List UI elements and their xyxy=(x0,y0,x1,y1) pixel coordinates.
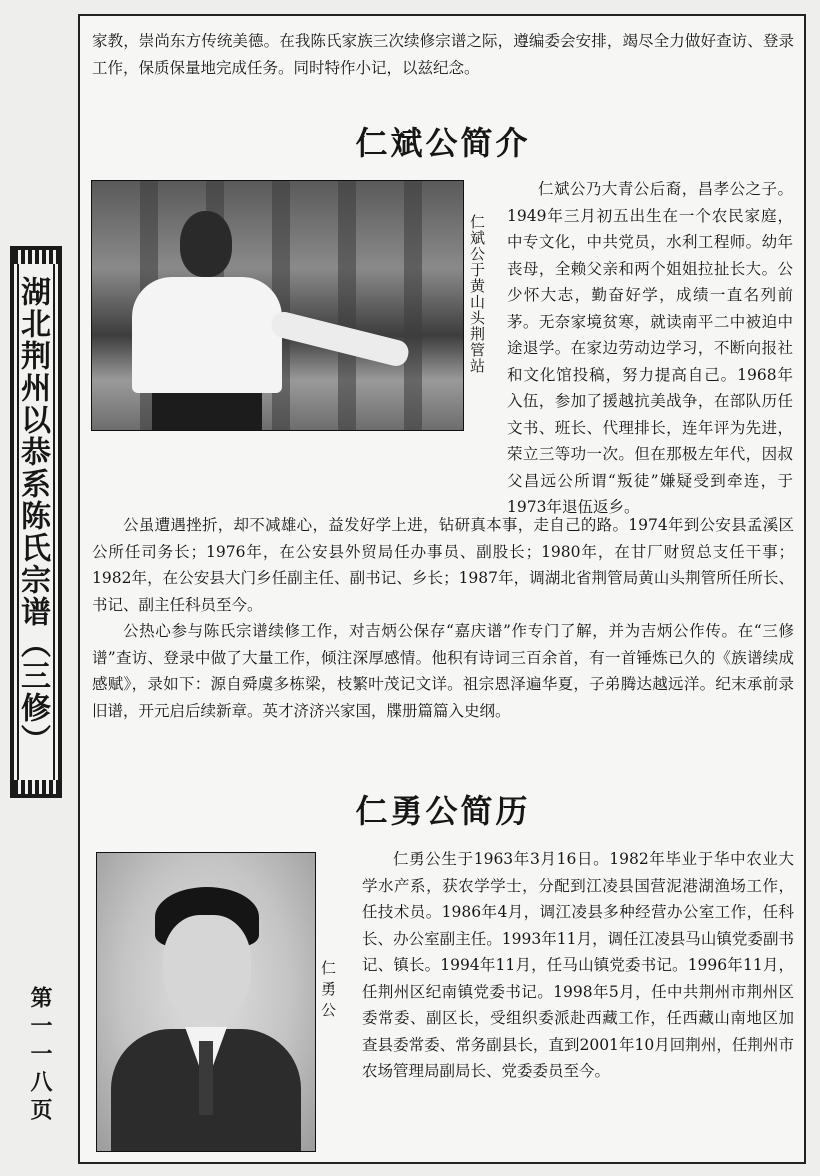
section2-paragraph1: 仁勇公生于1963年3月16日。1982年毕业于华中农业大学水产系，获农学学士，分配到江凌县国营泥港湖渔场工作，任技术员。1986年4月，调江凌县多种经营办公室工作，任科长、办公室副主任。1993年11月，调任江凌县马山镇党委副书记、镇长。1994年11月，任马山镇党委书记。1996年11月，任荆州区纪南镇党委书记。1998年5月，任中共荆州市荆州区委常委、副区长，受组织委派赴西藏工作，任西藏山南地区加查县委常委、常务副县长，直到2001年10月回荆州，任荆州市农场管理局副局长、党委委员至今。 xyxy=(362,850,794,1080)
photo-figure-arm xyxy=(269,309,411,368)
section1-paragraph3: 公热心参与陈氏宗谱续修工作，对吉炳公保存“嘉庆谱”作专门了解，并为吉炳公作传。在“三修谱”查访、登录中做了大量工作，倾注深厚感情。他积有诗词三百余首，有一首锤炼已久的《族谱续成感赋》，录如下：源自舜虞多栋梁，枝繁叶茂记文详。祖宗恩泽遍华夏，子弟腾达越远洋。纪末承前录旧谱，开元启后续新章。英才济济兴家国，牒册篇篇入史纲。 xyxy=(92,622,794,720)
section2-heading: 仁勇公简历 xyxy=(355,792,531,830)
section1-paragraph2: 公虽遭遇挫折，却不减雄心，益发好学上进，钻研真本事，走自己的路。1974年到公安县孟溪区公所任司务长；1976年，在公安县外贸局任办事员、副股长；1980年，在甘厂财贸总支任干事；1982年，在公安县大门乡任副主任、副书记、乡长；1987年，调湖北省荆管局黄山头荆管所任所长、书记、副主任科员至今。 xyxy=(92,516,794,614)
portrait-photo-renyong xyxy=(96,852,316,1152)
banner-bottom-ornament xyxy=(14,780,58,794)
portrait-photo-renbin xyxy=(91,180,464,431)
genealogy-title-banner xyxy=(10,246,62,798)
section1-paragraph1: 仁斌公乃大青公后裔，昌孝公之子。1949年三月初五出生在一个农民家庭，中专文化，中共党员，水利工程师。幼年丧母，全赖父亲和两个姐姐拉扯长大。公少怀大志，勤奋好学，成绩一直名列前茅。无奈家境贫寒，就读南平二中被迫中途退学。在家边劳动边学习，不断向报社和文化馆投稿，努力提高自己。1968年入伍，参加了援越抗美战争，在部队历任文书、班长、代理排长，连年评为先进，荣立三等功一次。但在那极左年代，因叔父昌远公所谓“叛徒”嫌疑受到牵连，于1973年退伍返乡。 xyxy=(507,180,793,516)
banner-top-ornament xyxy=(14,250,58,264)
photo-figure-shirt xyxy=(132,277,282,393)
photo-figure-trousers xyxy=(152,393,262,430)
photo1-caption: 仁斌公于黄山头荆管站 xyxy=(468,214,486,374)
page-number: 第一一八页 xyxy=(27,986,53,1126)
photo2-face xyxy=(163,915,251,1021)
intro-paragraph: 家教，崇尚东方传统美德。在我陈氏家族三次续修宗谱之际，遵编委会安排，竭尽全力做好查访、登录工作，保质保量地完成任务。同时特作小记，以兹纪念。 xyxy=(92,32,794,77)
photo2-caption: 仁勇公 xyxy=(319,960,337,1023)
genealogy-title: 湖北荆州以恭系陈氏宗谱（三修） xyxy=(15,276,50,756)
section1-heading: 仁斌公简介 xyxy=(355,124,531,162)
photo-figure-head xyxy=(180,211,232,277)
photo2-tie xyxy=(199,1041,213,1115)
